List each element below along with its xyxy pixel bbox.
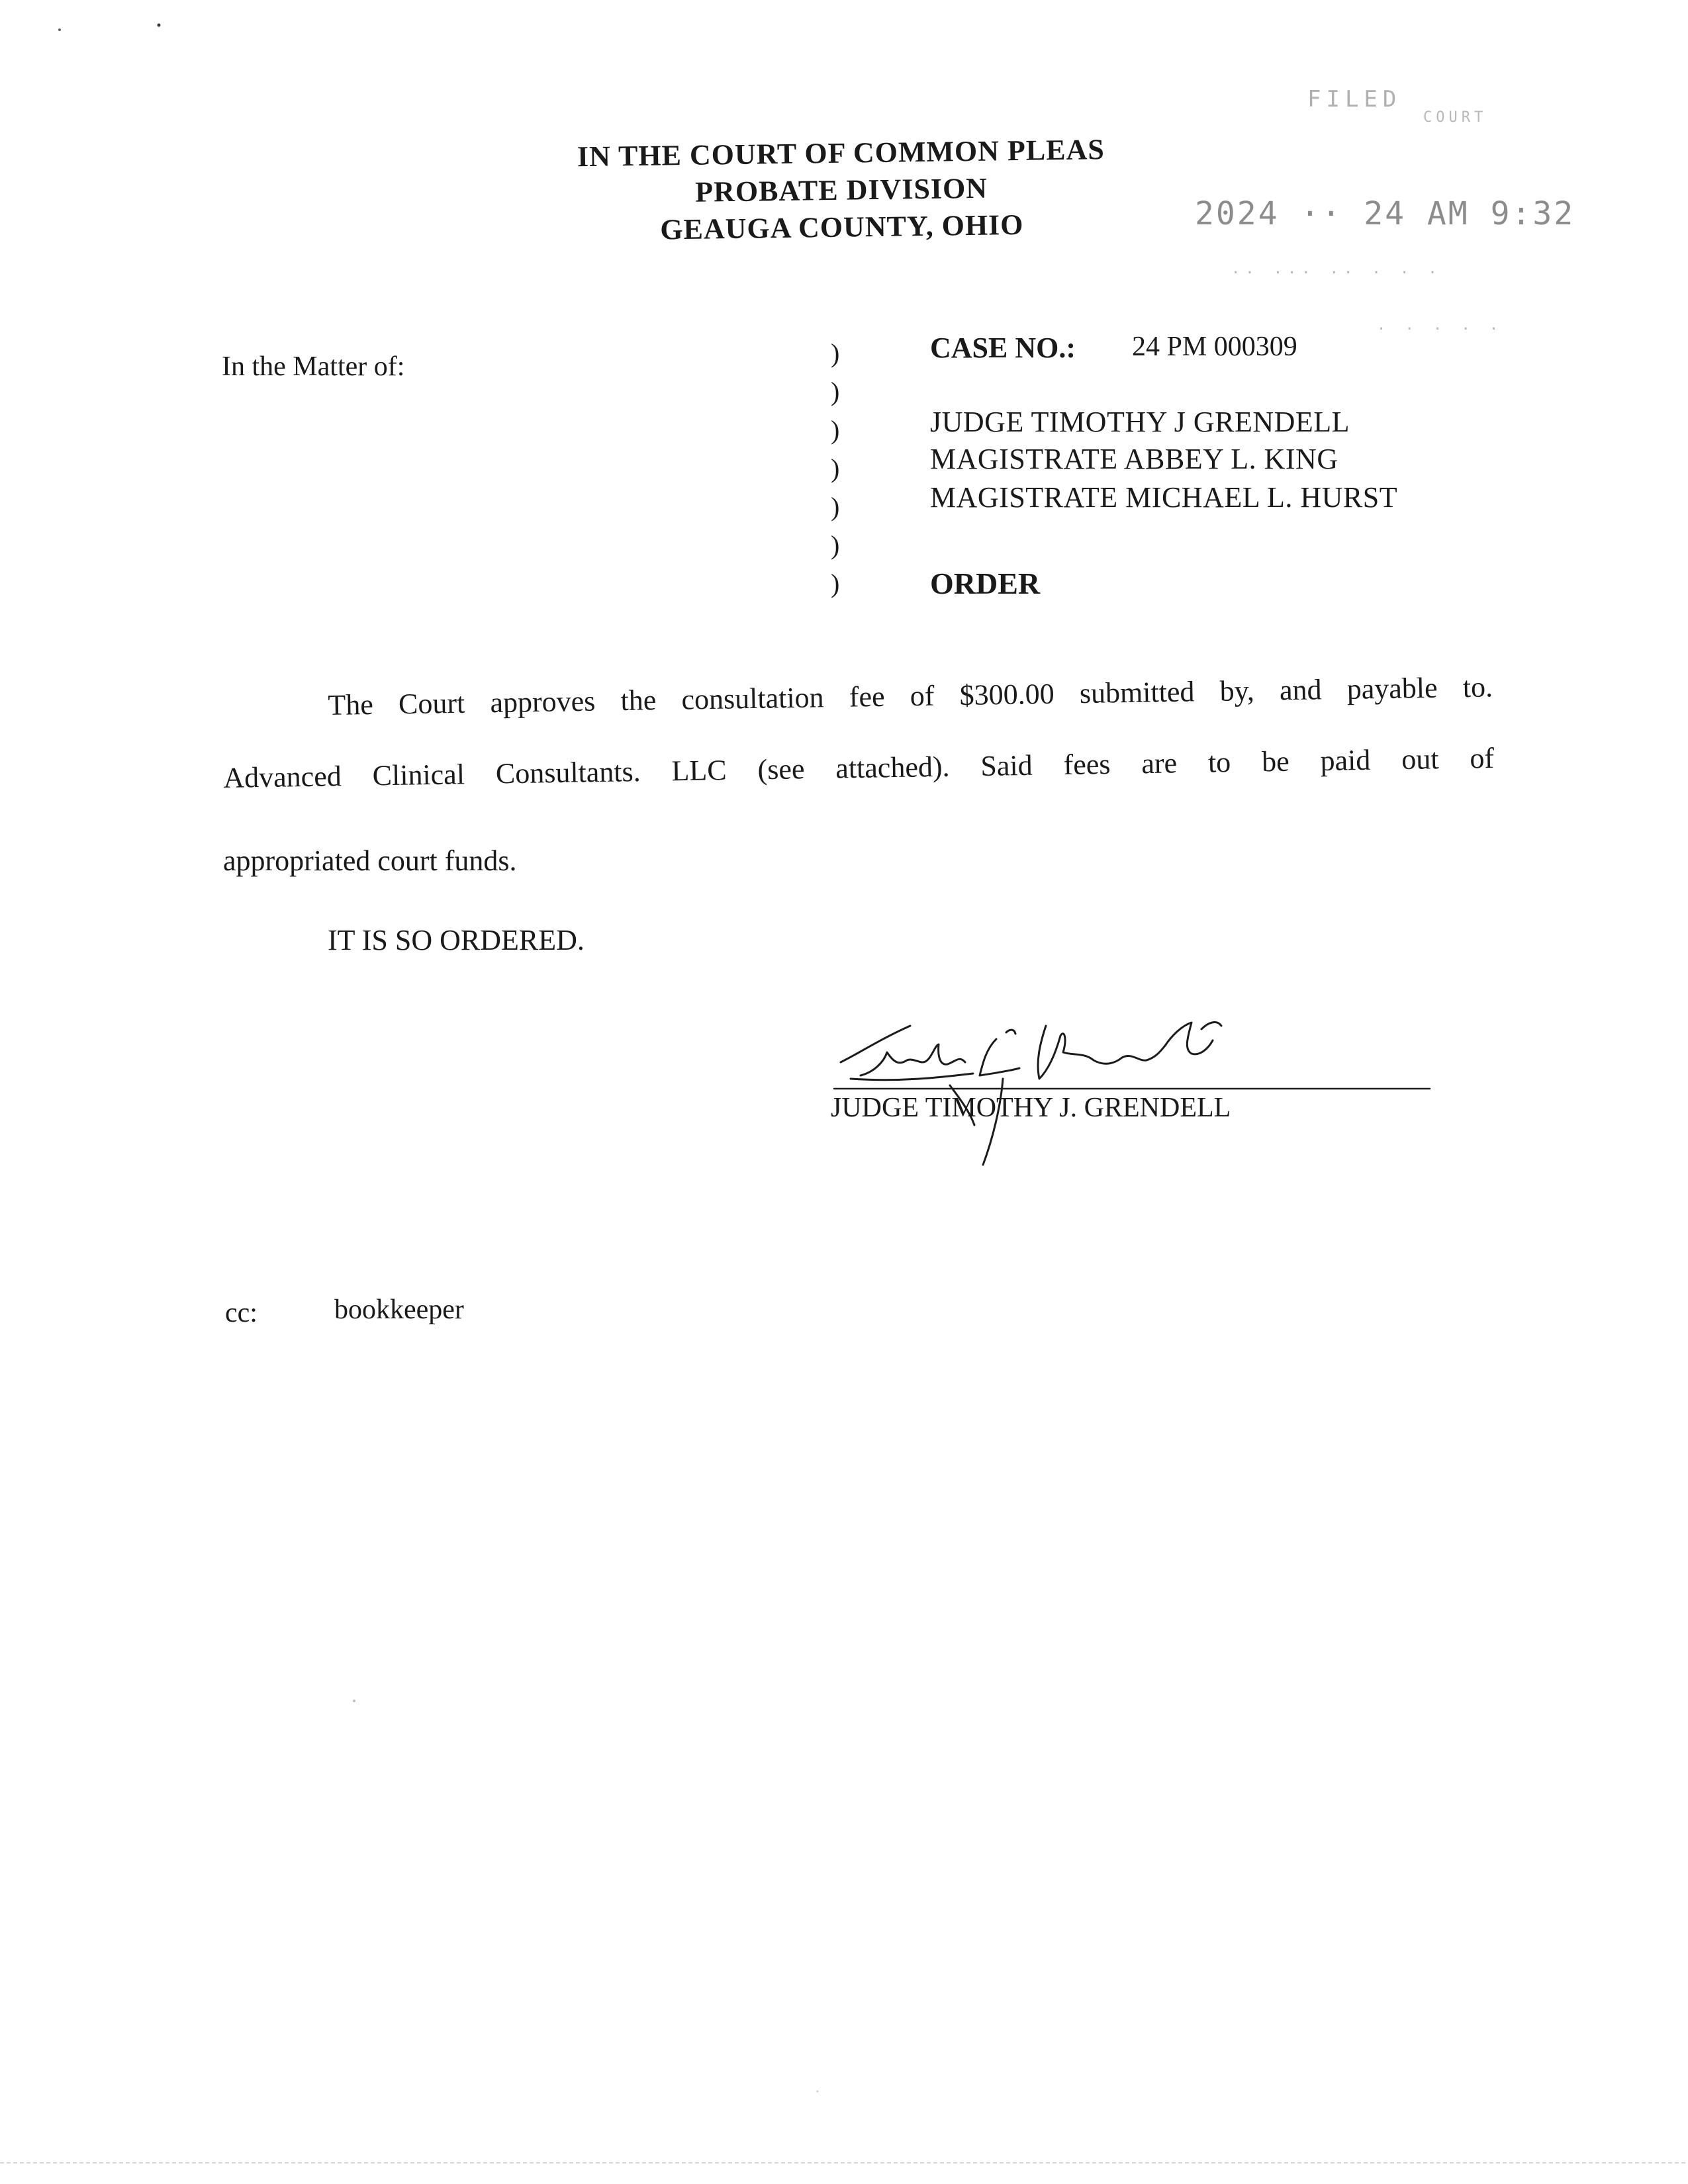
caption-paren: ) — [831, 492, 840, 522]
filed-stamp-court: COURT — [1423, 109, 1487, 126]
court-header — [543, 130, 1140, 250]
magistrate-name: MAGISTRATE ABBEY L. KING — [930, 443, 1338, 475]
cc-label: cc: — [225, 1298, 258, 1328]
body-word: paid — [1320, 743, 1371, 777]
body-word: are — [1141, 747, 1178, 780]
judge-name: JUDGE TIMOTHY J GRENDELL — [930, 406, 1350, 438]
so-ordered-text: IT IS SO ORDERED. — [328, 924, 585, 956]
cc-recipient: bookkeeper — [334, 1295, 464, 1325]
body-word: (see — [757, 752, 805, 786]
body-word: be — [1261, 745, 1290, 778]
court-county: GEAUGA COUNTY, OHIO — [660, 208, 1024, 246]
body-word: submitted — [1079, 675, 1195, 710]
body-word: consultation — [681, 681, 824, 716]
body-paragraph-line: appropriated court funds. — [223, 844, 517, 877]
body-word: fees — [1063, 747, 1111, 782]
caption-paren: ) — [831, 377, 840, 406]
filed-stamp-datetime: 2024 ·· 24 AM 9:32 — [1195, 195, 1575, 232]
court-name: IN THE COURT OF COMMON PLEAS — [577, 133, 1105, 173]
body-word: LLC — [671, 754, 727, 788]
signatory-name: JUDGE TIMOTHY J. GRENDELL — [831, 1093, 1231, 1123]
body-word: attached). — [835, 750, 950, 785]
caption-paren: ) — [831, 415, 840, 445]
caption-paren: ) — [831, 338, 840, 368]
matter-label: In the Matter of: — [222, 351, 405, 382]
filed-stamp-line: ·· ··· ·· · · · — [1231, 265, 1442, 281]
body-word: payable — [1346, 671, 1438, 705]
body-word: approves — [490, 684, 596, 719]
body-word: and — [1279, 673, 1322, 707]
caption-paren: ) — [831, 530, 840, 560]
body-word: Said — [980, 749, 1033, 783]
filed-stamp-line: · · · · · — [1377, 321, 1504, 338]
caption-paren: ) — [831, 453, 840, 483]
case-number: 24 PM 000309 — [1132, 332, 1297, 362]
body-word: out — [1401, 743, 1439, 776]
body-word: The — [328, 688, 374, 721]
body-word: to. — [1462, 670, 1493, 704]
caption-paren: ) — [831, 569, 840, 598]
body-word: Consultants. — [495, 755, 641, 790]
body-word: of — [1469, 741, 1495, 775]
body-word: $300.00 — [959, 677, 1055, 712]
body-word: the — [620, 684, 657, 717]
body-word: Court — [398, 686, 465, 721]
case-number-label: CASE NO.: — [930, 332, 1076, 364]
body-word: of — [910, 679, 935, 713]
magistrate-name: MAGISTRATE MICHAEL L. HURST — [930, 481, 1398, 514]
body-word: to — [1207, 746, 1231, 779]
body-word: Advanced — [223, 760, 342, 794]
court-division: PROBATE DIVISION — [694, 171, 988, 208]
body-word: by, — [1219, 674, 1255, 707]
body-word: Clinical — [372, 758, 465, 792]
body-word: fee — [849, 680, 885, 713]
document-title: ORDER — [930, 567, 1041, 600]
filed-stamp-label: FILED — [1307, 86, 1402, 113]
